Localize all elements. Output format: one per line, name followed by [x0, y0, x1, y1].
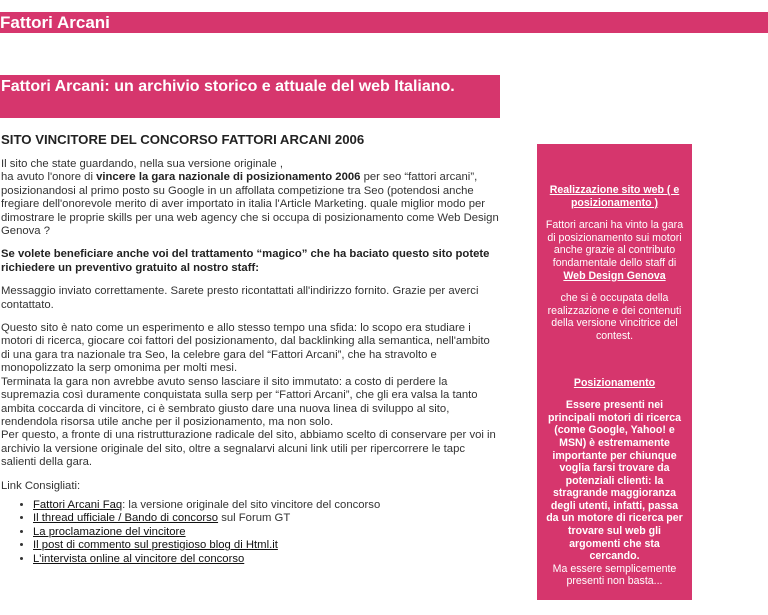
sidebar-text-2: che si è occupata della realizzazione e dei contenuti della versione vincitrice del contest.: [547, 292, 682, 342]
link-thread[interactable]: Il thread ufficiale / Bando di concorso: [33, 512, 219, 525]
intro-paragraph: [1, 158, 501, 238]
links-heading: Link Consigliati:: [1, 479, 81, 492]
sidebar-link-posizionamento[interactable]: Posizionamento: [573, 376, 656, 389]
intro-text-a: ha avuto l'onore di: [1, 171, 97, 184]
intro-text-c: per seo “fattori arcani”, posizionandosi al primo posto su Google in un affollata competizione tra Seo (potendosi anche fregiare dell'onorevole merito di aver importato in italia l'Article Marketing. quale miglior modo per dimostrare le proprie skills per una web agency che si occupa di posizionamento come Web Design Genova ?: [1, 171, 499, 238]
story-text-3: Per questo, a fronte di una ristrutturazione radicale del sito, abbiamo scelto di conservare per voi in archivio la versione originale del sito, oltre a segnalarvi alcuni link utili per ripercorrere le tapc salienti della gara.: [1, 429, 496, 469]
link-interview[interactable]: L'intervista online al vincitore del concorso: [33, 552, 245, 565]
story-paragraph: [1, 322, 501, 469]
link-blog-post[interactable]: Il post di commento sul prestigioso blog di Html.it: [33, 539, 278, 552]
story-text-1: Questo sito è nato come un esperimento e allo stesso tempo una sfida: lo scopo era studiare i motori di ricerca, giocare coi fattori del posizionamento, dal backlinking alla semantica, nell'ambito di una gara tra nazionale tra Seo, la celebre gara del “Fattori Arcani”, che ha stravolto e monopolizzato la serp omonima per molti mesi.: [1, 322, 490, 375]
story-text-2: Terminata la gara non avrebbe avuto senso lasciare il sito immutato: a costo di perdere la supremazia così duramente conquistata sulla serp per “Fattori Arcani”, che gli era valsa la tanto ambita coccarda di vincitore, ci è sembrato giusto dare una nuova linea di sviluppo al sito, rendendola risorsa utile anche per il posizionamento, ma non solo.: [1, 375, 478, 428]
sidebar-text-3: Essere presenti nei principali motori di ricerca (come Google, Yahoo! e MSN) è estremamente importante per chiunque voglia farsi trovare da potenziali clienti: la stragrande maggioranza degli utenti, infatti, passa da un motore di ricerca per trovare sul web gli argomenti che sta cercando.: [546, 399, 683, 563]
list-item: [33, 526, 501, 539]
list-item: [33, 499, 501, 512]
sidebar-link-web-site[interactable]: Realizzazione sito web ( e posizionamento ): [549, 184, 680, 209]
hero-title: Fattori Arcani: un archivio storico e attuale del web Italiano.: [1, 78, 455, 95]
hero-banner: [0, 75, 500, 118]
sidebar-paragraph: [545, 219, 684, 282]
list-item: [33, 553, 501, 566]
cta-paragraph: Se volete beneficiare anche voi del trattamento “magico” che ha baciato questo sito potete richiedere un preventivo gratuito al nostro staff:: [1, 248, 490, 274]
main-heading: SITO VINCITORE DEL CONCORSO FATTORI ARCANI 2006: [1, 132, 365, 147]
site-title-bar: [0, 12, 768, 33]
site-title: Fattori Arcani: [0, 13, 110, 32]
list-item-text: : la versione originale del sito vincitore del concorso: [122, 498, 381, 511]
sent-message: Messaggio inviato correttamente. Sarete presto ricontattati all'indirizzo fornito. Grazie per averci contattato.: [1, 285, 479, 311]
sidebar-text-1: Fattori arcani ha vinto la gara di posizionamento sui motori anche grazie al contributo fondamentale dello staff di: [545, 219, 684, 269]
link-proclamation[interactable]: La proclamazione del vincitore: [33, 525, 186, 538]
sidebar-text-4: Ma essere semplicemente presenti non basta...: [552, 562, 677, 588]
list-item: [33, 512, 501, 525]
sidebar-link-web-design-genova[interactable]: Web Design Genova: [563, 269, 666, 282]
links-list: [1, 499, 501, 566]
sidebar: [537, 144, 692, 615]
main-content: [1, 132, 501, 566]
list-item: [33, 539, 501, 552]
intro-highlight: vincere la gara nazionale di posizionamento 2006: [96, 171, 361, 184]
list-item-text: sul Forum GT: [218, 512, 291, 525]
intro-line-1: Il sito che state guardando, nella sua versione originale ,: [1, 158, 283, 170]
sidebar-link-traduzioni[interactable]: Traduzioni inglese: [568, 602, 661, 615]
link-faq[interactable]: Fattori Arcani Faq: [33, 498, 123, 511]
